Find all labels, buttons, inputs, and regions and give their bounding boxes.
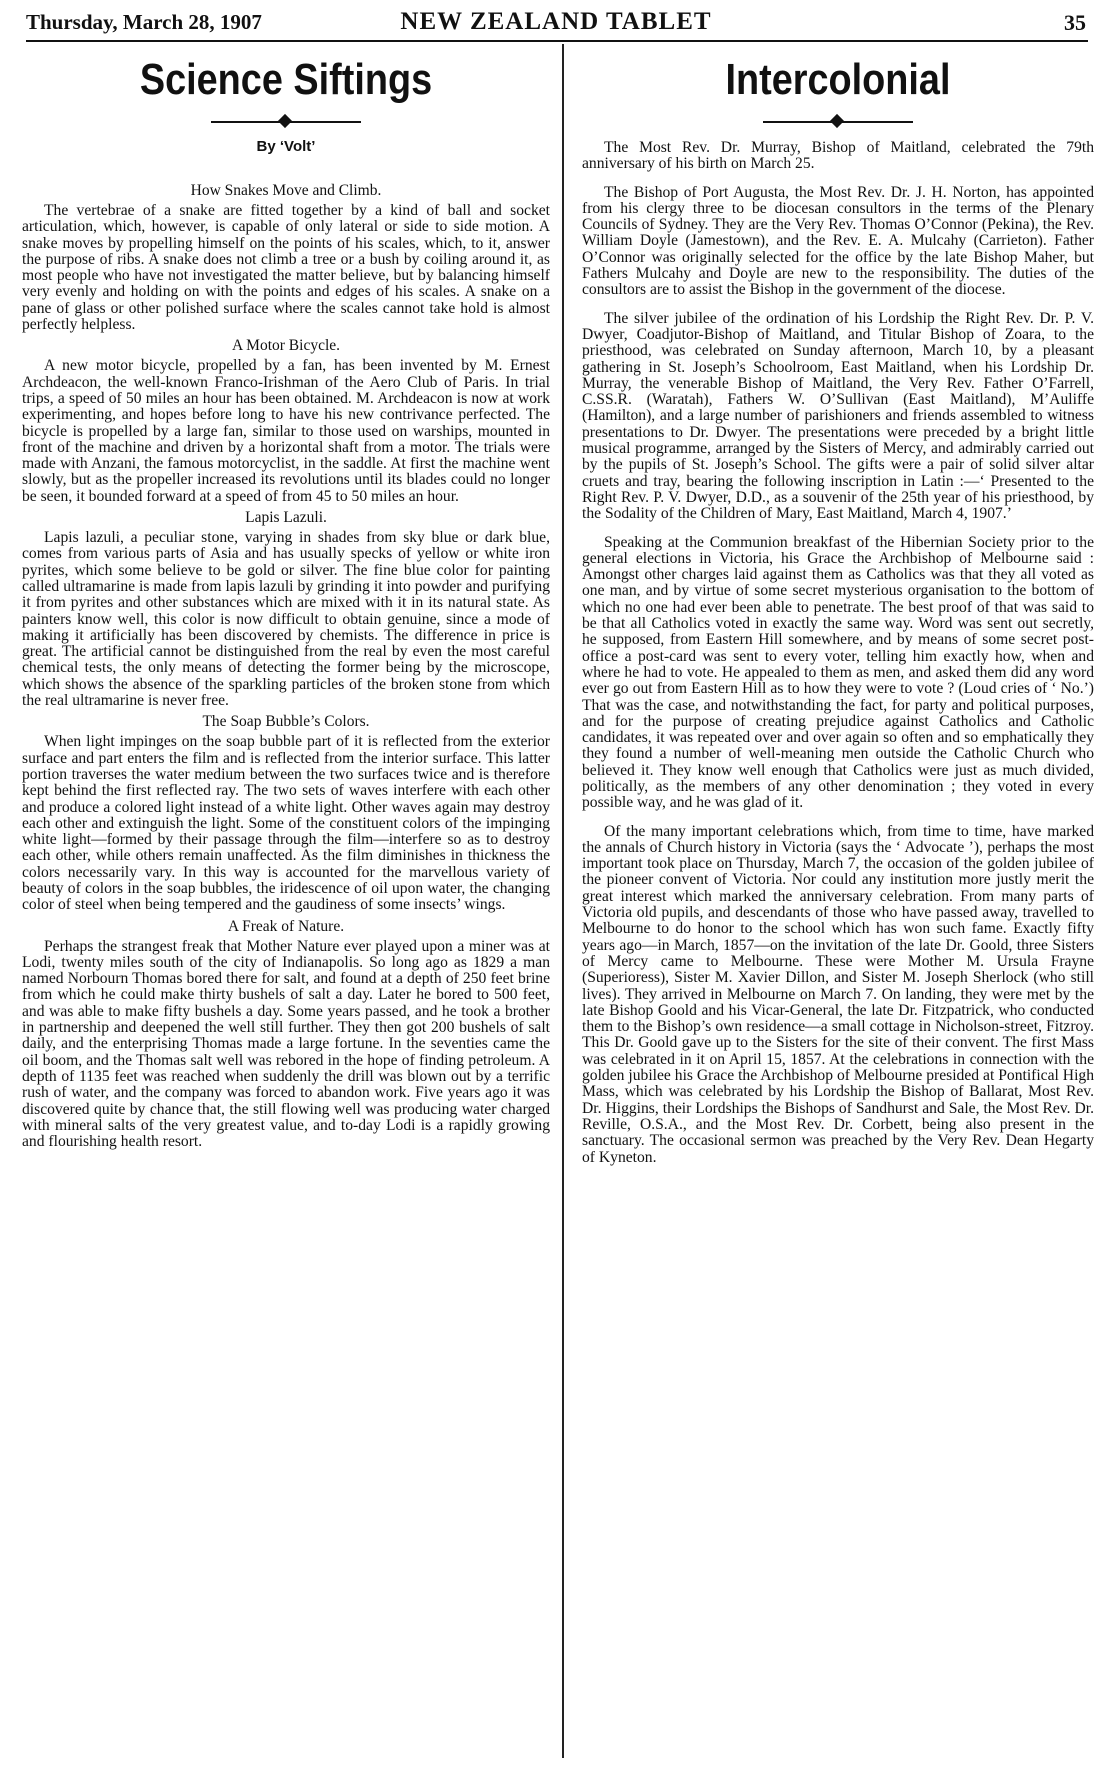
article-heading: How Snakes Move and Climb. [190,182,382,199]
article-body: Perhaps the strangest freak that Mother Nature ever played upon a miner was at Lodi, twenty miles south of the city of Indianapolis. So long ago as 1829 a man named Norbourn Thomas bored there for salt, and found at a depth of 250 feet brine from which he could make thirty bushels of salt a day. Later he bored to 500 feet, and was able to make fifty bushels a day. Some years passed, and he took a brother in partnership and deepened the well still further. They then got 200 bushels of salt daily, and the enterprising Thomas made a large fortune. In the seventies came the oil boom, and the Thomas salt well was rebored in the hope of finding petroleum. A depth of 1135 feet was reached when suddenly the drill was blown out by a terrific rush of water, and the company was forced to abandon work. Five years ago it was discovered quite by chance that, the still flowing well was producing water charged with mineral salts of the very greatest value, and to-day Lodi is a rapidly growing and flourishing health resort. [22,937,550,1151]
section-title: Science Siftings [139,55,433,104]
ornament-rule [211,116,361,128]
article-body: When light impinges on the soap bubble part of it is reflected from the exterior surface and part enters the film and is reflected from the interior surface. This latter portion traverses the water medium between the two surfaces twice and is therefore kept behind the first reflected ray. The two sets of waves interfere with each other and produce a colored light instead of a white light. Other waves again may destroy each other and extinguish the light. Some of the constituent colors of the impinging white light—formed by their passage through the film—interfere so as to destroy each other, while others remain unaffected. As the film diminishes in thickness the colors necessarily vary. In this way is accounted for the marvellous variety of beauty of colors in the soap bubbles, the iridescence of oil upon water, the changing color of steel when being tempered and the gaudiness of some insects’ wings. [22,733,550,914]
article-heading: A Freak of Nature. [227,917,345,935]
article-body: The vertebrae of a snake are fitted together by a kind of ball and socket articulation, which, however, is capable of only lateral or side to side motion. A snake moves by propelling himself on the points of his scales, which, to it, answer the purpose of ribs. A snake does not climb a tree or a bush by coiling around it, as most people who have not investigated the matter believe, but by balancing himself very evenly and holding on with the points and edges of his scales. A snake on a pane of glass or other polished surface where the scales cannot take hold is almost perfectly helpless. [22,202,550,334]
article-heading: A Motor Bicycle. [231,337,341,355]
article-heading: The Soap Bubble’s Colors. [202,713,370,731]
intercolonial-column [582,52,1094,1178]
news-paragraph: The Most Rev. Dr. Murray, Bishop of Maitland, celebrated the 79th anniversary of his birth on March 25. [582,139,1094,173]
masthead [26,6,1086,40]
article-body: Lapis lazuli, a peculiar stone, varying in shades from sky blue or dark blue, comes from various parts of Asia and has usually specks of yellow or white iron pyrites, which some believe to be gold or silver. The fine blue color for painting called ultramarine is made from lapis lazuli by grinding it into powder and purifying it from pyrites and other substances which are mixed with it in its natural state. As painters know well, this color is now difficult to obtain genuine, since a mode of making it artificially has been discovered by chemists. The difference in price is great. The artificial cannot be distinguished from the real by even the most careful chemical tests, the only means of detecting the former being by the microscope, which shows the absence of the sparkling particles of the broken stone from which the real ultramarine is never free. [22,529,550,710]
publication-title: NEW ZEALAND TABLET [400,8,712,35]
news-paragraph: Speaking at the Communion breakfast of the Hibernian Society prior to the general elections in Victoria, his Grace the Archbishop of Melbourne said : Amongst other charges laid against them as Catholics was that they all voted as one man, and by virtue of some secret mysterious organisation to the bottom of which no one had ever been able to penetrate. The best proof of that was said to be that all Catholics voted in exactly the same way. Word was sent out secretly, he supposed, from Eastern Hill somewhere, and by means of some secret post-office a post-card was sent to every voter, telling him exactly how, when and where he had to vote. He appealed to them as men, and asked them did any word ever go out from Eastern Hill as to how they were to vote ? (Loud cries of ‘ No.’) That was the case, and notwithstanding the fact, for party and political purposes, and for the purpose of creating prejudice against Catholics and Catholic candidates, it was repeated over and over again so often and so emphatically they they found a number of well-meaning men outside the Catholic Church who believed it. They know well enough that Catholics were just as much divided, politically, as the members of any other denomination ; they voted in every possible way, and he was glad of it. [582,533,1094,812]
diamond-icon [278,114,292,128]
news-paragraph: Of the many important celebrations which, from time to time, have marked the annals of Church history in Victoria (says the ‘ Advocate ’), perhaps the most important took place on Thursday, March 7, the occasion of the golden jubilee of the pioneer convent of Victoria. Nor could any institution more justly merit the great interest which marked the anniversary celebration. From many parts of Victoria old pupils, and descendants of those who have passed away, travelled to Melbourne to do honor to the school which has won such fame. Exactly fifty years ago—in March, 1857—on the invitation of the late Dr. Goold, three Sisters of Mercy came to Melbourne. These were Mother M. Ursula Frayne (Superioress), Sister M. Xavier Dillon, and Sister M. Joseph Sherlock (who still lives). They arrived in Melbourne on March 7. On landing, they were met by the late Bishop Goold and his Vicar-General, the late Dr. Fitzpatrick, who conducted them to the Bishop’s own residence—a small cottage in Nicholson-street, Fitzroy. This Dr. Goold gave up to the Sisters for the site of their convent. The first Mass was celebrated in it on April 15, 1857. At the celebrations in connection with the golden jubilee his Grace the Archbishop of Melbourne presided at Pontifical High Mass, which was celebrated by his Lordship the Bishop of Ballarat, Most Rev. Dr. Higgins, their Lordships the Bishops of Sandhurst and Sale, the Most Rev. Dr. Reville, O.S.A., and the Most Rev. Dr. Corbett, being also present in the sanctuary. The occasional sermon was preached by the Very Rev. Dean Hegarty of Kyneton. [582,822,1094,1166]
ornament-rule [763,116,913,128]
masthead-rule [26,40,1088,42]
issue-date: Thursday, March 28, 1907 [26,10,262,34]
article-heading: Lapis Lazuli. [245,509,327,527]
diamond-icon [830,114,844,128]
page-number: 35 [1064,10,1086,35]
column-divider [562,44,564,1758]
byline: By ‘Volt’ [256,138,316,155]
news-paragraph: The silver jubilee of the ordination of his Lordship the Right Rev. Dr. P. V. Dwyer, Coadjutor-Bishop of Maitland, and Titular Bishop of Zoara, to the priesthood, was celebrated on Sunday afternoon, March 10, by a pleasant gathering in St. Joseph’s Schoolroom, East Maitland, when his Lordship Dr. Murray, the venerable Bishop of Maitland, the Very Rev. Father O’Farrell, C.SS.R. (Waratah), Fathers W. O’Sullivan (East Maitland), M’Auliffe (Hamilton), and a large number of parishioners and friends assembled to witness presentations to Dr. Dwyer. The presentations were preceded by a bright little musical programme, arranged by the Sisters of Mercy, and admirably carried out by the pupils of St. Joseph’s School. The gifts were a pair of solid silver altar cruets and tray, bearing the following inscription in Latin :—‘ Presented to the Right Rev. P. V. Dwyer, D.D., as a souvenir of the 25th year of his priesthood, by the Sodality of the Children of Mary, East Maitland, March 4, 1907.’ [582,309,1094,523]
section-title: Intercolonial [725,55,951,104]
science-siftings-column [22,52,550,1150]
news-paragraph: The Bishop of Port Augusta, the Most Rev. Dr. J. H. Norton, has appointed from his clergy three to be diocesan consultors in the terms of the Plenary Councils of Sydney. They are the Very Rev. Thomas O’Connor (Pekina), the Rev. William Doyle (Jamestown), and the Rev. E. A. Mulcahy (Carrieton). Father O’Connor was originally selected for the office by the late Bishop Maher, but Fathers Mulcahy and Doyle are new to the responsibility. The duties of the consultors are to assist the Bishop in the government of the diocese. [582,183,1094,299]
article-body: A new motor bicycle, propelled by a fan, has been invented by M. Ernest Archdeacon, the well-known Franco-Irishman of the Aero Club of Paris. In trial trips, a speed of 50 miles an hour has been obtained. M. Archdeacon is now at work experimenting, and hopes before long to have his new contrivance perfected. The bicycle is propelled by a large fan, similar to those used on warships, mounted in front of the machine and driven by a horizontal shaft from a motor. The trials were made with Anzani, the famous motorcyclist, in the saddle. At first the machine went slowly, but as the propeller increased its revolutions until its blades could no longer be seen, it bounded forward at a speed of from 45 to 50 miles an hour. [22,357,550,505]
